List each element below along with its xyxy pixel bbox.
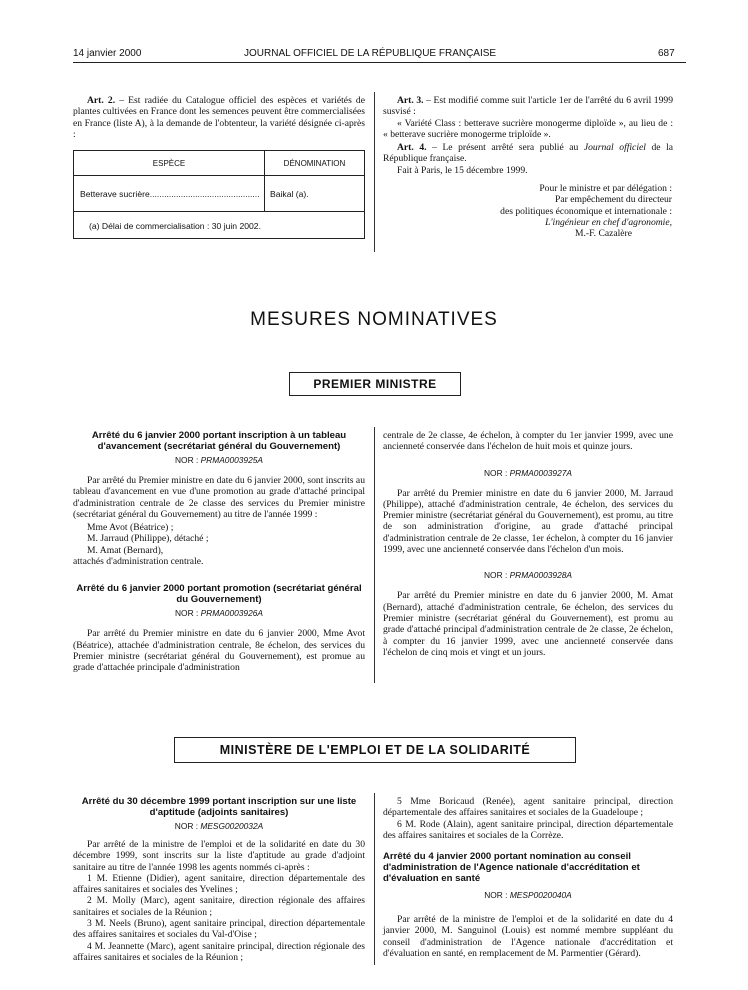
arrete-1-title: Arrêté du 6 janvier 2000 portant inscription à un tableau d'avancement (secrétariat général du Gouvernement) (91, 430, 347, 452)
articles-3-4: Art. 3. – Est modifié comme suit l'article 1er de l'arrêté du 6 avril 1999 susvisé : « Variété Class : betterave sucrière monogerme diploïde », au lieu de : « betterave sucrière monogerme triploïde ». Art. 4. – Le présent arrêté sera publié au Journal officiel de la République française. Fait à Paris, le 15 décembre 1999. (383, 95, 674, 176)
column-divider-bottom (374, 793, 375, 965)
section-title: MESURES NOMINATIVES (250, 309, 498, 330)
pm-left-column (73, 430, 365, 674)
emploi-right-column (383, 796, 673, 959)
arrete-5-nor: NOR : MESG0020032A (174, 821, 264, 831)
signature-block: Pour le ministre et par délégation : Par empêchement du directeur des politiques économique et internationale : L'ingénieur en chef d'agronomie, M.-F. Cazalère (500, 183, 672, 240)
arrete-6-body: Par arrêté de la ministre de l'emploi et de la solidarité en date du 4 janvier 2000, M. Sanguinol (Louis) est nommé membre suppléant du conseil d'administration de l'Agence nationale d'accréditation et d'évaluation en santé, en remplacement de M. Parmentier (Gérard). (383, 914, 673, 960)
table-header-denomination: DÉNOMINATION (283, 159, 346, 168)
arrete-6-title: Arrêté du 4 janvier 2000 portant nomination au conseil d'administration de l'Agence nationale d'accréditation et d'évaluation en santé (383, 851, 640, 885)
arrete-5-title: Arrêté du 30 décembre 1999 portant inscription sur une liste d'aptitude (adjoints sanitaires) (81, 796, 357, 818)
arrete-2-body: Par arrêté du Premier ministre en date du 6 janvier 2000, Mme Avot (Béatrice), attachée d'administration centrale, 8e échelon, des services du Premier ministre (secrétariat général du Gouvernement), est promue au grade d'attachée principale d'administration (73, 628, 365, 674)
arrete-1-nor: NOR : PRMA0003925A (175, 455, 263, 465)
arrete-3-nor: NOR : PRMA0003927A (484, 467, 572, 478)
ministry-heading-emploi-solidarite: MINISTÈRE DE L'EMPLOI ET DE LA SOLIDARITÉ (174, 737, 576, 763)
table-header-rule (74, 175, 364, 176)
table-footnote: (a) Délai de commercialisation : 30 juin 2002. (89, 221, 261, 231)
ministry-heading-premier-ministre: PREMIER MINISTRE (289, 372, 461, 396)
arrete-6-nor: NOR : MESP0020040A (484, 890, 572, 901)
header-page-number: 687 (658, 48, 675, 59)
arrete-1-body: Par arrêté du Premier ministre en date du 6 janvier 2000, sont inscrits au tableau d'avancement en vue d'une promotion au grade d'attaché principal d'administration centrale de 2e classe des services du Premier ministre (secrétariat général du Gouvernement) au titre de l'année 1999 : Mme Avot (Béatrice) ; M. Jarraud (Philippe), détaché ; M. Amat (Bernard), attachés d'administration centrale. (73, 475, 365, 568)
arrete-4-nor: NOR : PRMA0003928A (484, 570, 572, 581)
table-cell-denomination: Baikal (a). (270, 189, 309, 199)
arrete-5-body: Par arrêté de la ministre de l'emploi et de la solidarité en date du 30 décembre 1999, sont inscrits sur la liste d'aptitude au grade d'adjoint sanitaire au titre de l'année 1998 les agents nommés ci-après : 1 M. Etienne (Didier), agent sanitaire, direction départementale des affaires sanitaires et sociales des Yvelines ; 2 M. Molly (Marc), agent sanitaire, direction régionale des affaires sanitaires et sociales de la Réunion ; 3 M. Neels (Bruno), agent sanitaire principal, direction départementale des affaires sanitaires et sociales du Val-d'Oise ; 4 M. Jeannette (Marc), agent sanitaire principal, direction régionale des affaires sanitaires et sociales de la Réunion ; (73, 839, 365, 963)
table-cell-species: Betterave sucrière.............................................. (80, 189, 260, 199)
column-divider-middle (374, 427, 375, 683)
arrete-2-nor: NOR : PRMA0003926A (175, 608, 263, 619)
arrete-4-body: Par arrêté du Premier ministre en date du 6 janvier 2000, M. Amat (Bernard), attaché d'administration centrale, 6e échelon, des services du Premier ministre (secrétariat général du Gouvernement), est promu au grade d'attaché principal d'administration centrale de 2e classe, 2e échelon, à compter du 16 janvier 1999, avec une ancienneté conservée dans l'échelon de cinq mois et vingt et un jours. (383, 590, 673, 658)
emploi-left-column (73, 796, 365, 963)
article-2: Art. 2. – Est radiée du Catalogue officiel des espèces et variétés de plantes cultivées en France dont les semences peuvent être commercialisées en France (liste A), à la demande de l'obtenteur, la variété désignée ci-après : (73, 95, 365, 140)
arrete-3-body: Par arrêté du Premier ministre en date du 6 janvier 2000, M. Jarraud (Philippe), attaché d'administration centrale, 4e échelon, des services du Premier ministre (secrétariat général du Gouvernement), est promu, au titre de son administration d'origine, au grade d'attaché principal d'administration centrale de 2e classe, 1er échelon, à compter du 16 janvier 1999, avec une ancienneté conservée dans l'échelon d'un mois. (383, 487, 673, 556)
variety-table (73, 150, 365, 239)
arrete-2-title: Arrêté du 6 janvier 2000 portant promotion (secrétariat général du Gouvernement) (76, 583, 362, 606)
table-footer-rule (74, 211, 364, 212)
table-header-species: ESPÈCE (152, 159, 186, 168)
header-date: 14 janvier 2000 (73, 48, 142, 59)
column-divider-top (374, 92, 375, 252)
header-rule (73, 62, 686, 63)
pm-right-column (383, 430, 673, 658)
arrete-5-continuation: 5 Mme Boricaud (Renée), agent sanitaire principal, direction départementale des affaires sanitaires et sociales de la Guadeloupe ; 6 M. Rode (Alain), agent sanitaire principal, direction départementale des affaires sanitaires et sociales de la Corrèze. (383, 796, 673, 841)
header-journal-title: JOURNAL OFFICIEL DE LA RÉPUBLIQUE FRANÇAISE (244, 48, 497, 59)
arrete-2-continuation: centrale de 2e classe, 4e échelon, à compter du 1er janvier 1999, avec une ancienneté conservée dans l'échelon de huit mois et quinze jours. (383, 430, 673, 453)
